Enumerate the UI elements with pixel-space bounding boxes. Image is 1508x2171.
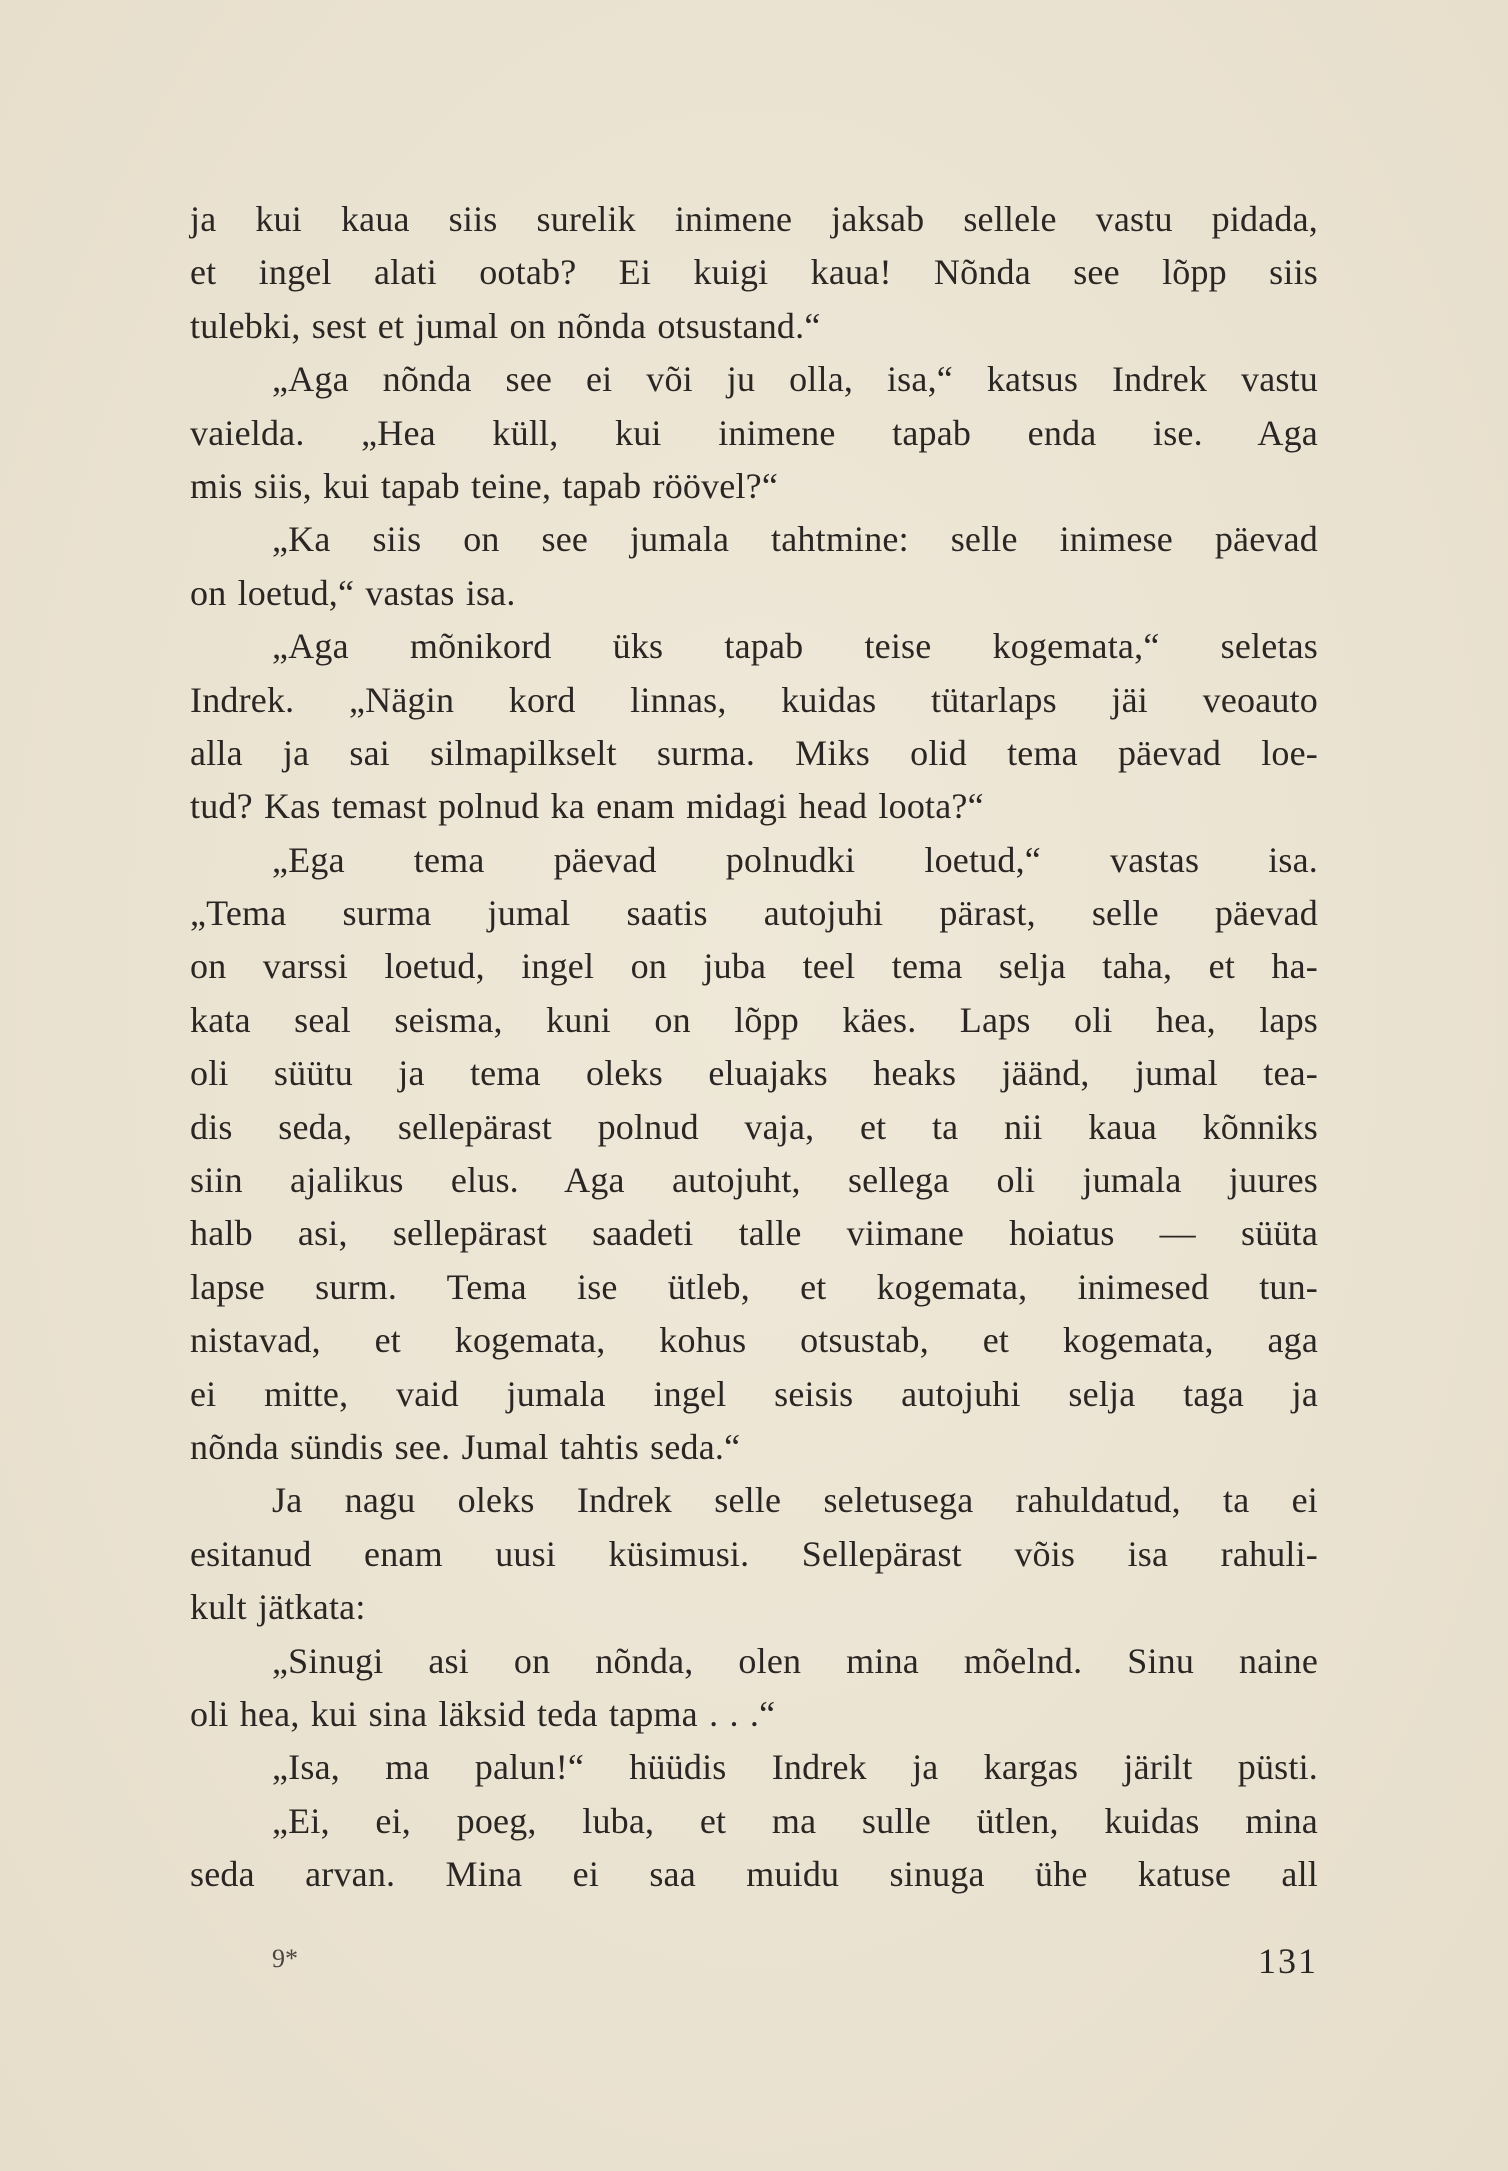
text-line: kult jätkata:: [190, 1587, 366, 1628]
text-line: halb asi, sellepärast saadeti talle viimane hoiatus — süüta: [190, 1213, 1318, 1254]
text-line: tulebki, sest et jumal on nõnda otsustand.“: [190, 305, 821, 346]
text-line: mis siis, kui tapab teine, tapab röövel?“: [190, 465, 779, 506]
printer-signature: 9*: [272, 1944, 298, 1973]
text-line: et ingel alati ootab? Ei kuigi kaua! Nõnda see lõpp siis: [190, 252, 1318, 293]
text-line: oli hea, kui sina läksid teda tapma . . .“: [190, 1693, 776, 1734]
body-text: [190, 193, 1318, 1902]
text-line: „Aga mõnikord üks tapab teise kogemata,“ seletas: [272, 626, 1318, 667]
text-line: esitanud enam uusi küsimusi. Sellepärast võis isa rahuli-: [190, 1533, 1318, 1574]
text-line: „Aga nõnda see ei või ju olla, isa,“ katsus Indrek vastu: [272, 359, 1318, 400]
page-footer: [190, 1940, 1318, 1990]
text-line: „Sinugi asi on nõnda, olen mina mõelnd. Sinu naine: [272, 1640, 1318, 1681]
text-line: ei mitte, vaid jumala ingel seisis autojuhi selja taga ja: [190, 1373, 1318, 1414]
text-line: „Isa, ma palun!“ hüüdis Indrek ja kargas järilt püsti.: [272, 1747, 1318, 1788]
text-line: siin ajalikus elus. Aga autojuht, sellega oli jumala juures: [190, 1160, 1318, 1201]
text-line: dis seda, sellepärast polnud vaja, et ta nii kaua kõnniks: [190, 1106, 1318, 1147]
text-line: on varssi loetud, ingel on juba teel tema selja taha, et ha-: [190, 946, 1318, 987]
text-line: ja kui kaua siis surelik inimene jaksab sellele vastu pidada,: [190, 199, 1318, 239]
text-line: nistavad, et kogemata, kohus otsustab, et kogemata, aga: [190, 1320, 1318, 1361]
text-line: „Ei, ei, poeg, luba, et ma sulle ütlen, kuidas mina: [272, 1800, 1318, 1841]
text-line: „Ega tema päevad polnudki loetud,“ vastas isa.: [272, 839, 1318, 880]
text-line: tud? Kas temast polnud ka enam midagi head loota?“: [190, 786, 984, 827]
text-line: Indrek. „Nägin kord linnas, kuidas tütarlaps jäi veoauto: [190, 679, 1318, 720]
text-line: lapse surm. Tema ise ütleb, et kogemata, inimesed tun-: [190, 1266, 1318, 1307]
text-line: „Ka siis on see jumala tahtmine: selle inimese päevad: [272, 519, 1318, 560]
text-line: Ja nagu oleks Indrek selle seletusega rahuldatud, ta ei: [272, 1480, 1318, 1521]
text-line: „Tema surma jumal saatis autojuhi pärast, selle päevad: [190, 893, 1318, 934]
text-line: oli süütu ja tema oleks eluajaks heaks jäänd, jumal tea-: [190, 1053, 1318, 1094]
text-line: alla ja sai silmapilkselt surma. Miks olid tema päevad loe-: [190, 732, 1318, 773]
text-line: vaielda. „Hea küll, kui inimene tapab enda ise. Aga: [190, 412, 1318, 453]
text-line: on loetud,“ vastas isa.: [190, 572, 516, 613]
text-line: nõnda sündis see. Jumal tahtis seda.“: [190, 1426, 741, 1467]
text-line: seda arvan. Mina ei saa muidu sinuga ühe katuse all: [190, 1854, 1318, 1895]
page-number: 131: [1258, 1941, 1318, 1981]
text-line: kata seal seisma, kuni on lõpp käes. Laps oli hea, laps: [190, 999, 1318, 1040]
